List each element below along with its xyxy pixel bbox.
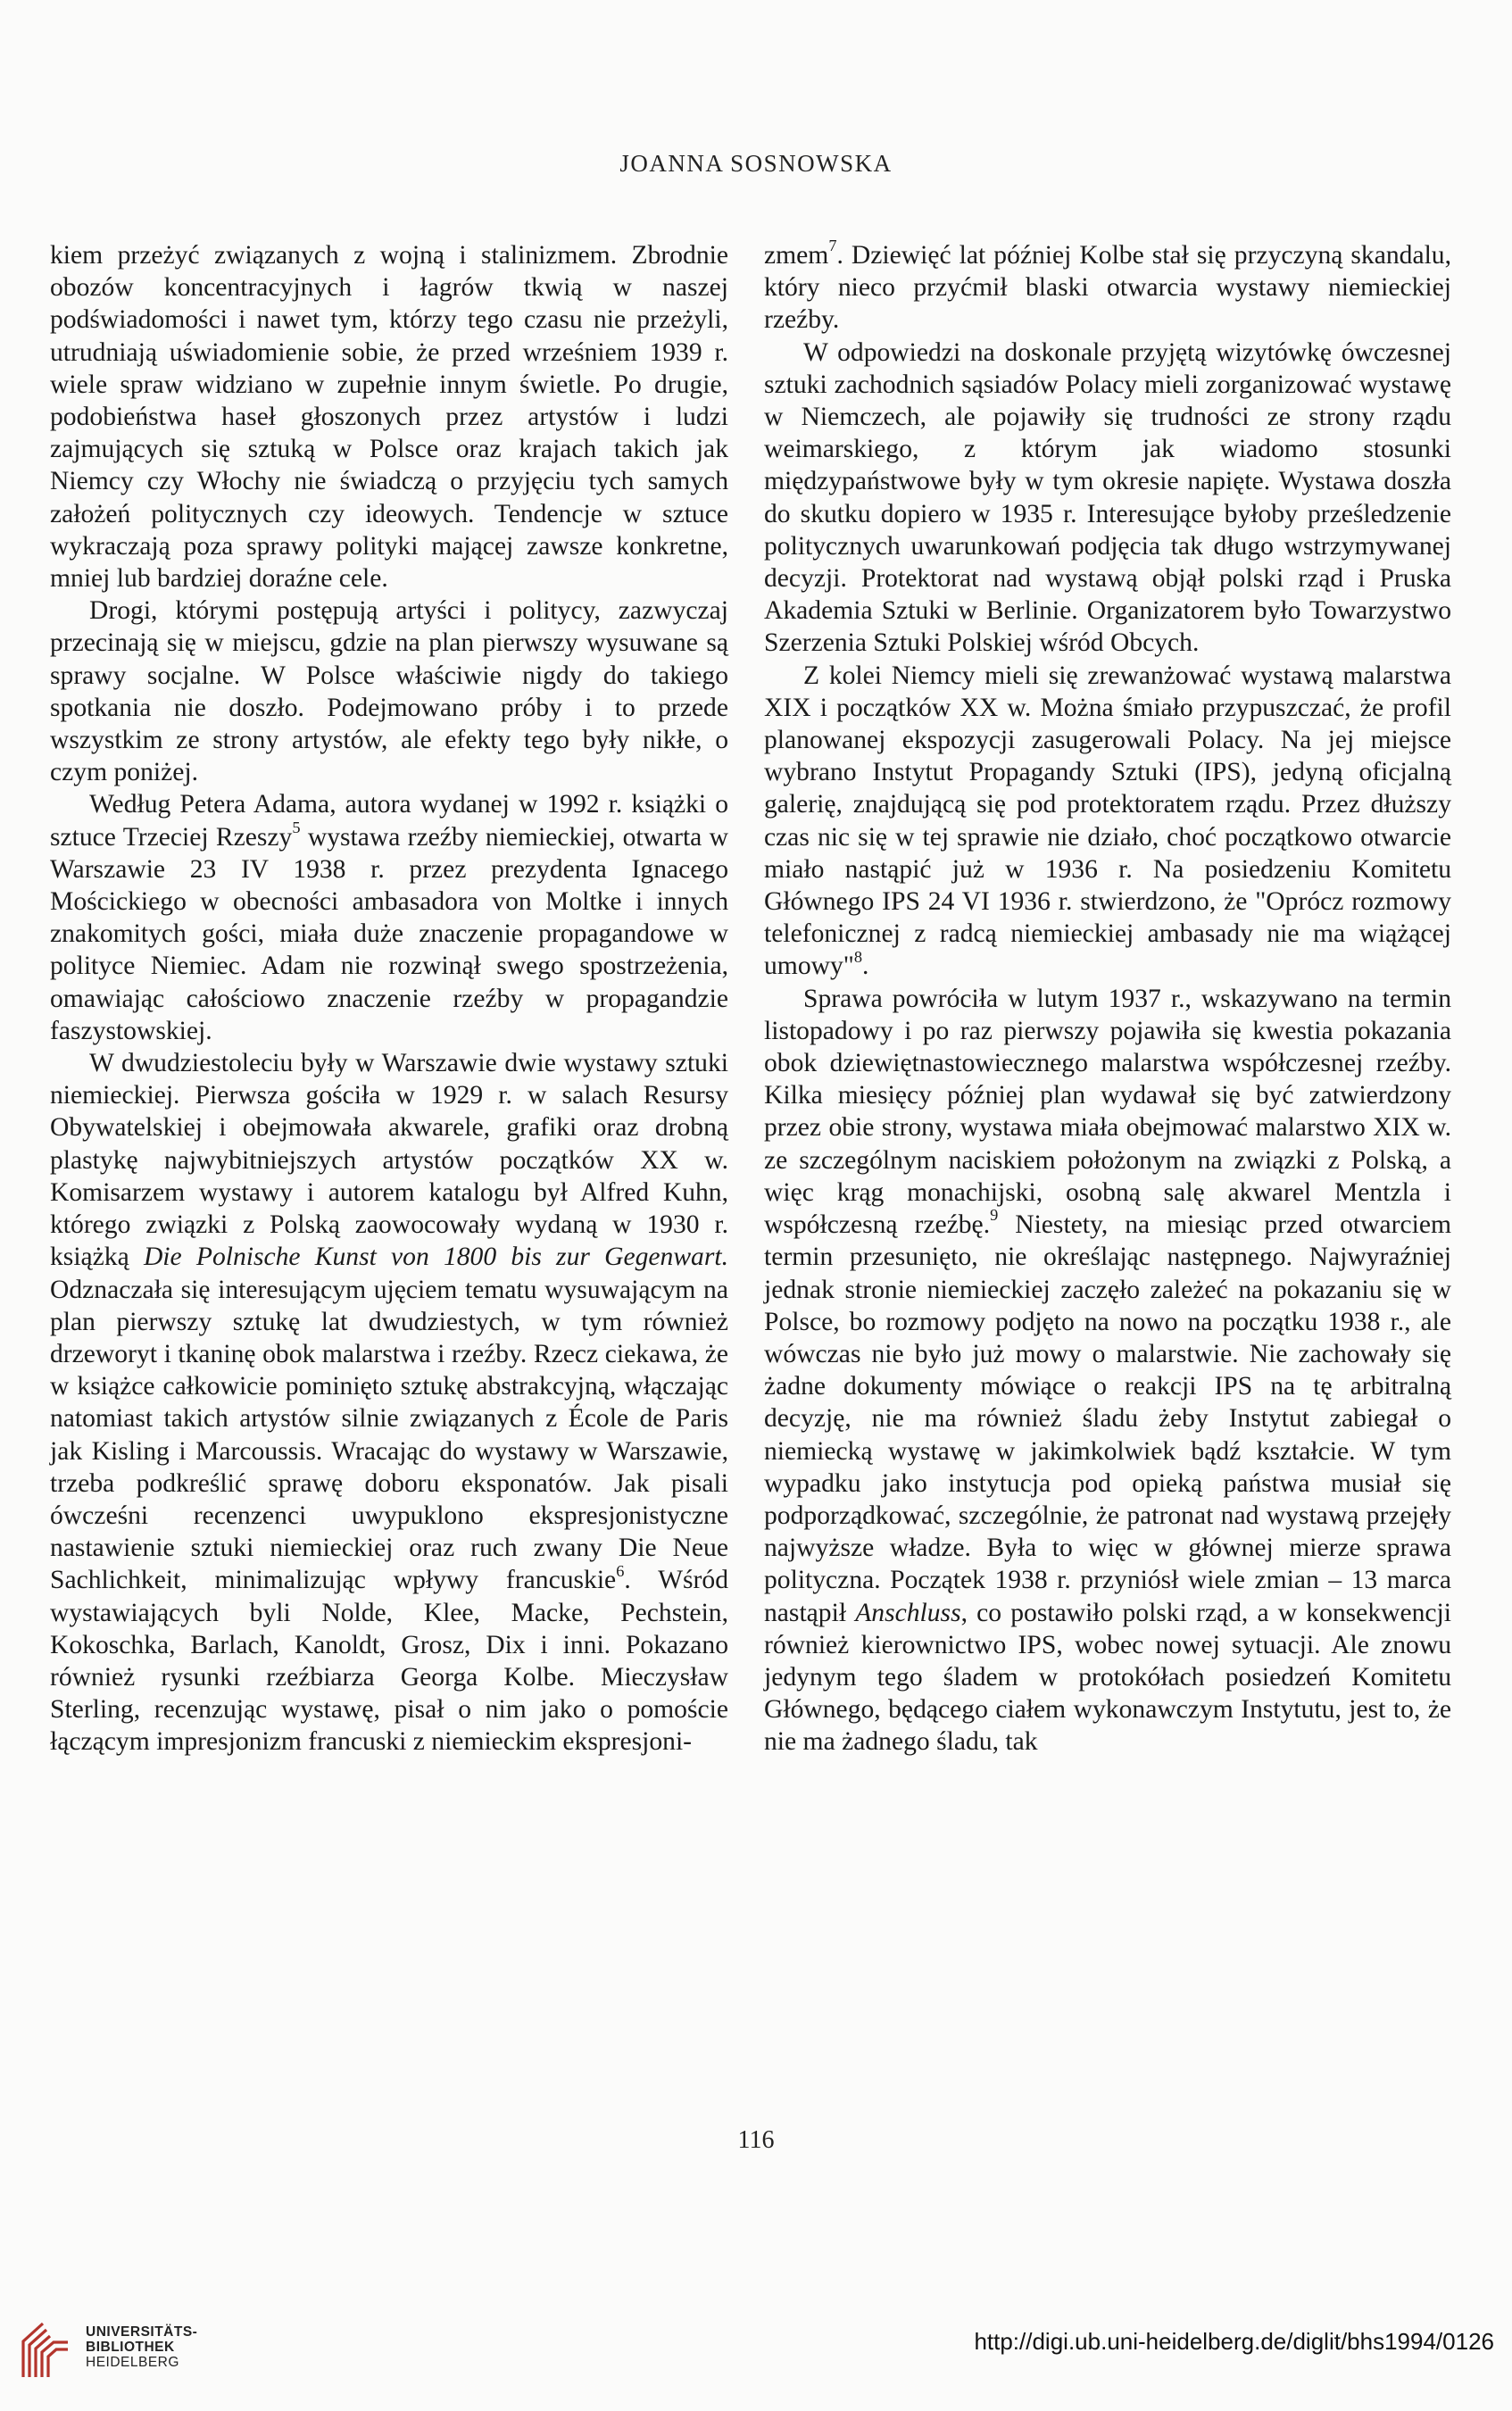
left-column	[50, 239, 728, 1758]
source-url-link[interactable]: http://digi.ub.uni-heidelberg.de/diglit/bhs1994/0126	[974, 2328, 1494, 2355]
paragraph-text: Sprawa powróciła w lutym 1937 r., wskazywano na termin listopadowy i po raz pierwszy pojawiła się kwestia pokazania obok dziewiętnastowiecznego malarstwa współczesnej rzeźby. Kilka miesięcy później plan wydawał się być zatwierdzony przez obie strony, wystawa miała obejmować malarstwo XIX w. ze szczególnym naciskiem położonym na związki z Polską, a więc krąg monachijski, osobną salę akwarel Mentzla i współczesną rzeźbę.	[764, 984, 1451, 1240]
paragraph-text: Niestety, na miesiąc przed otwarciem termin przesunięto, nie określając następnego. Najwyraźniej jednak stronie niemieckiej zaczęło zależeć na pokazaniu się w Polsce, bo rozmowy podjęto na nowo na początku 1938 r., ale wówczas nie było już mowy o malarstwie. Nie zachowały się żadne dokumenty mówiące o reakcji IPS na tę arbitralną decyzję, nie ma również śladu żeby Instytut zabiegał o niemiecką wystawę w jakimkolwiek bądź kształcie. W tym wypadku jako instytucja pod opieką państwa musiał się podporządkować, szczególnie, że patronat nad wystawą przejęły najwyższe władze. Była to więc w głównej mierze sprawa polityczna. Początek 1938 r. przyniósł wiele zmian – 13 marca nastąpił	[764, 1210, 1451, 1627]
footnote-marker: 9	[990, 1206, 999, 1225]
paragraph-text: .	[862, 952, 869, 981]
paragraph-text: . Dziewięć lat później Kolbe stał się przyczyną skandalu, który nieco przyćmił blaski otwarcia wystawy niemieckiej rzeźby.	[764, 241, 1451, 335]
paragraph-text: . Wśród wystawiających byli Nolde, Klee, Macke, Pechstein, Kokoschka, Barlach, Kanoldt, Grosz, Dix i inni. Pokazano również rysunki rzeźbiarza Georga Kolbe. Mieczysław Sterling, recenzując wystawę, pisał o nim jako o pomoście łączącym impresjonizm francuski z niemieckim ekspresjoni-	[50, 1566, 728, 1757]
paragraph-text: Drogi, którymi postępują artyści i politycy, zazwyczaj przecinają się w miejscu, gdzie na plan pierwszy wysuwane są sprawy socjalne. W Polsce właściwie nigdy do takiego spotkania nie doszło. Podejmowano próby i to przede wszystkim ze strony artystów, ale efekty tego były nikłe, o czym poniżej.	[50, 596, 728, 787]
paragraph-text: , co postawiło polski rząd, a w konsekwencji również kierownictwo IPS, wobec nowej sytuacji. Ale znowu jedynym tego śladem w protokółach posiedzeń Komitetu Głównego, będącego ciałem wykonawczym Instytutu, jest to, że nie ma żadnego śladu, tak	[764, 1598, 1451, 1757]
paragraph-text: Odznaczała się interesującym ujęciem tematu wysuwającym na plan pierwszy sztukę lat dwudziestych, w tym również drzeworyt i tkaninę obok malarstwa i rzeźby. Rzecz ciekawa, że w książce całkowicie pominięto sztukę abstrakcyjną, włączając natomiast takich artystów silnie związanych z École de Paris jak Kisling i Marcoussis. Wracając do wystawy w Warszawie, trzeba podkreślić sprawę doboru eksponatów. Jak pisali ówcześni recenzenci uwypuklono ekspresjonistyczne nastawienie sztuki niemieckiej oraz ruch zwany Die Neue Sachlichkeit, minimalizując wpływy francuskie	[50, 1275, 728, 1595]
paragraph	[50, 1047, 728, 1758]
paragraph	[764, 239, 1451, 337]
paragraph	[764, 660, 1451, 983]
paragraph	[50, 788, 728, 1047]
paragraph-text: wystawa rzeźby niemieckiej, otwarta w Warszawie 23 IV 1938 r. przez prezydenta Ignacego Mościckiego w obecności ambasadora von Moltke i innych znakomitych gości, miała duże znaczenie propagandowe w polityce Niemiec. Adam nie rozwinął swego spostrzeżenia, omawiając całościowo znaczenie rzeźby w propagandzie faszystowskiej.	[50, 822, 728, 1045]
footnote-marker: 7	[828, 237, 837, 255]
footnote-marker: 5	[292, 819, 301, 837]
paragraph-text: kiem przeżyć związanych z wojną i stalinizmem. Zbrodnie obozów koncentracyjnych i łagrów tkwią w naszej podświadomości i nawet tym, którzy tego czasu nie przeżyli, utrudniają uświadomienie sobie, że przed wrześniem 1939 r. wiele spraw widziano w zupełnie innym świetle. Po drugie, podobieństwa haseł głoszonych przez artystów i ludzi zajmujących się sztuką w Polsce oraz krajach takich jak Niemcy czy Włochy nie świadczą o przyjęciu tych samych założeń politycznych czy ideowych. Tendencje w sztuce wykraczają poza sprawy polityki mającej zawsze konkretne, mniej lub bardziej doraźne cele.	[50, 241, 728, 594]
paragraph	[764, 983, 1451, 1758]
right-column	[764, 239, 1451, 1758]
page-number: 116	[737, 2126, 775, 2154]
footnote-marker: 8	[853, 947, 863, 966]
library-logo-icon	[18, 2315, 73, 2382]
library-name-line1: UNIVERSITÄTS-	[86, 2324, 198, 2340]
paragraph-text: W dwudziestoleciu były w Warszawie dwie wystawy sztuki niemieckiej. Pierwsza gościła w 1929 r. w salach Resursy Obywatelskiej i obejmowała akwarele, grafiki oraz drobną plastykę najwybitniejszych artystów początków XX w. Komisarzem wystawy i autorem katalogu był Alfred Kuhn, którego związki z Polską zaowocowały wydaną w 1930 r. książką	[50, 1049, 728, 1272]
library-name-line2: BIBLIOTHEK	[86, 2340, 175, 2355]
library-footer	[0, 2301, 1512, 2411]
paragraph-text: Z kolei Niemcy mieli się zrewanżować wystawą malarstwa XIX i początków XX w. Można śmiało przypuszczać, że profil planowanej ekspozycji zasugerowali Polacy. Na jej miejsce wybrano Instytut Propagandy Sztuki (IPS), jedyną oficjalną galerię, znajdującą się pod protektoratem rządu. Przez dłuższy czas nic się w tej sprawie nie działo, choć początkowo otwarcie miało nastąpić już w 1936 r. Na posiedzeniu Komitetu Głównego IPS 24 VI 1936 r. stwierdzono, że "Oprócz rozmowy telefonicznej z radcą niemieckiej ambasady nie ma wiążącej umowy"	[764, 661, 1451, 981]
paragraph-text: zmem	[764, 241, 829, 270]
paragraph-text: Według Petera Adama, autora wydanej w 1992 r. książki o sztuce Trzeciej Rzeszy	[50, 790, 728, 852]
footnote-marker: 6	[616, 1561, 625, 1580]
paragraph	[764, 337, 1451, 660]
library-name	[86, 2324, 197, 2370]
running-head: JOANNA SOSNOWSKA	[619, 150, 893, 177]
library-name-line3: HEIDELBERG	[86, 2355, 179, 2370]
paragraph	[50, 594, 728, 788]
italic-text: Anschluss	[855, 1598, 961, 1627]
paragraph-text: W odpowiedzi na doskonale przyjętą wizytówkę ówczesnej sztuki zachodnich sąsiadów Polacy mieli zorganizować wystawę w Niemczech, ale pojawiły się trudności ze strony rządu weimarskiego, z którym jak wiadomo stosunki międzypaństwowe były w tym okresie napięte. Wystawa doszła do skutku dopiero w 1935 r. Interesujące byłoby prześledzenie politycznych uwarunkowań podjęcia tak długo wstrzymywanej decyzji. Protektorat nad wystawą objął polski rząd i Pruska Akademia Sztuki w Berlinie. Organizatorem było Towarzystwo Szerzenia Sztuki Polskiej wśród Obcych.	[764, 337, 1451, 658]
italic-text: Die Polnische Kunst von 1800 bis zur Gegenwart.	[143, 1243, 728, 1272]
paragraph	[50, 239, 728, 594]
